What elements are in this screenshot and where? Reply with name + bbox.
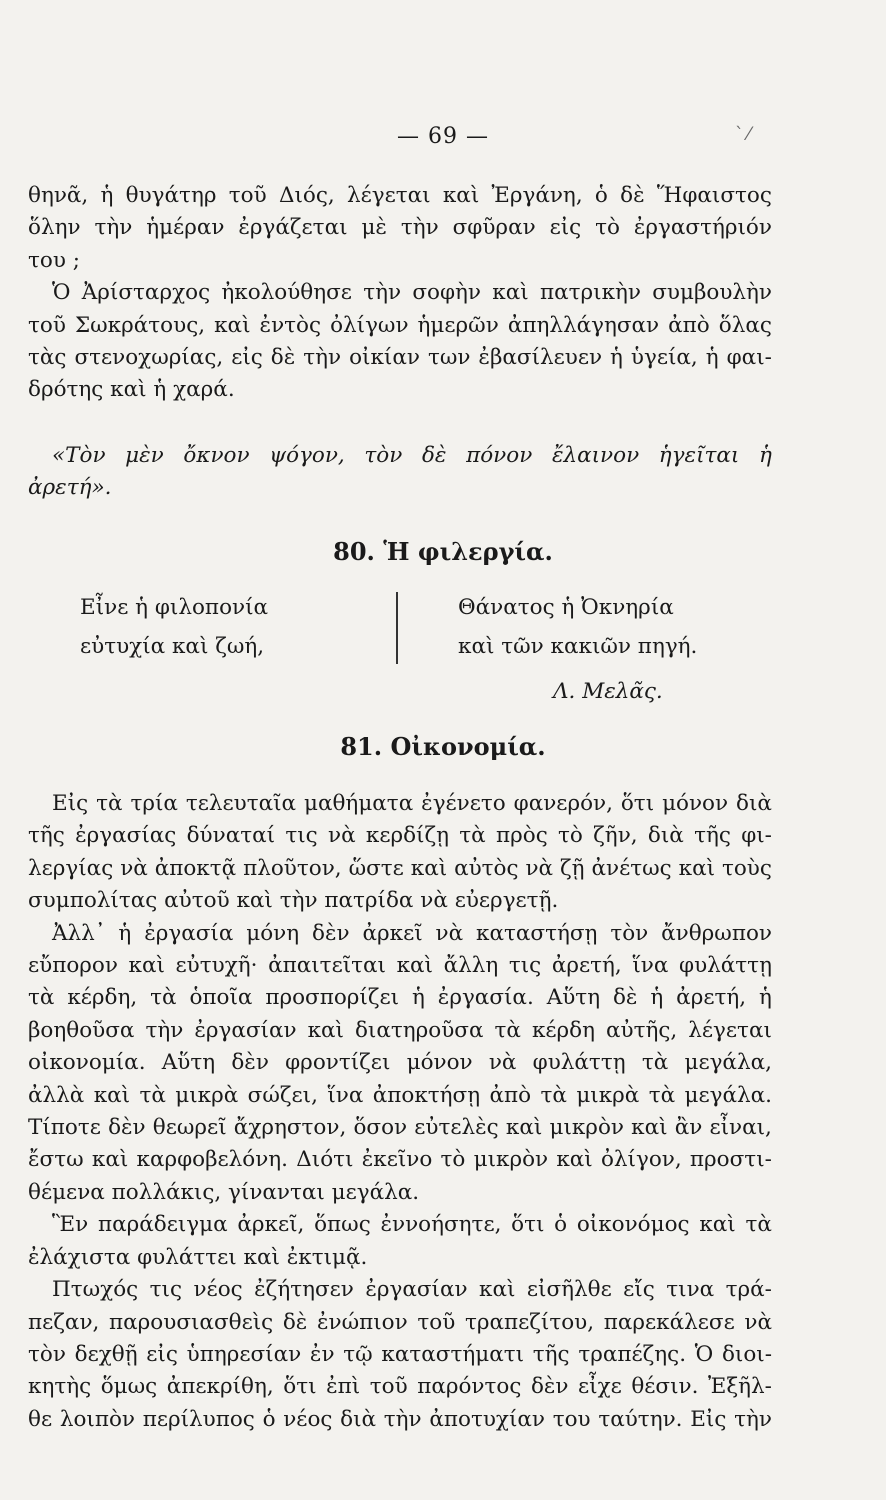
poem-divider [396, 592, 398, 664]
text-line: εὔπορον καὶ εὐτυχῆ· ἀπαιτεῖται καὶ ἄλλη τις ἀρετή, ἵνα φυλάττῃ [28, 953, 772, 979]
body-text-block [28, 788, 772, 1436]
poem-left-line: Εἶνε ἡ φιλοπονία [80, 595, 269, 620]
text-line: Ὁ Ἀρίσταρχος ἠκολούθησε τὴν σοφὴν καὶ πατρικὴν συμβουλὴν [52, 280, 772, 306]
text-line: τὰς στενοχωρίας, εἰς δὲ τὴν οἰκίαν των ἐβασίλευεν ἡ ὑγεία, ἡ φαι- [28, 345, 772, 371]
text-line: δρότης καὶ ἡ χαρά. [28, 377, 235, 403]
quote-line: «Τὸν μὲν ὄκνον ψόγον, τὸν δὲ πόνον ἔλαινον ἡγεῖται ἡ [52, 443, 772, 468]
text-line: Πτωχός τις νέος ἐζήτησεν ἐργασίαν καὶ εἰσῆλθε εἴς τινα τρά- [52, 1277, 772, 1303]
text-line: Ἓν παράδειγμα ἀρκεῖ, ὅπως ἐννοήσητε, ὅτι ὁ οἰκονόμος καὶ τὰ [52, 1212, 772, 1238]
poem-right-line: καὶ τῶν κακιῶν πηγή. [458, 634, 698, 659]
text-line: Τίποτε δὲν θεωρεῖ ἄχρηστον, ὅσον εὐτελὲς καὶ μικρὸν καὶ ἂν εἶναι, [28, 1115, 772, 1141]
text-line: ἔστω καὶ καρφοβελόνη. Διότι ἐκεῖνο τὸ μικρὸν καὶ ὀλίγον, προστι- [28, 1147, 772, 1173]
page-number: — 69 — [397, 124, 489, 149]
text-line: ἀλλὰ καὶ τὰ μικρὰ σώζει, ἵνα ἀποκτήσῃ ἀπὸ τὰ μικρὰ τὰ μεγάλα. [28, 1082, 772, 1108]
text-line: ἐλάχιστα φυλάττει καὶ ἐκτιμᾷ. [28, 1244, 368, 1270]
poem-author: Λ. Μελᾶς. [553, 679, 663, 704]
text-line: βοηθοῦσα τὴν ἐργασίαν καὶ διατηροῦσα τὰ κέρδη αὐτῆς, λέγεται [28, 1017, 772, 1043]
corner-mark: ՝ ⁄ [735, 124, 751, 145]
text-line: τὰ κέρδη, τὰ ὁποῖα προσπορίζει ἡ ἐργασία. Αὕτη δὲ ἡ ἀρετή, ἡ [28, 985, 772, 1011]
section-81-title: 81. Οἰκονομία. [340, 732, 546, 761]
text-line: του ; [28, 247, 80, 273]
poem-right-line: Θάνατος ἡ Ὀκνηρία [458, 595, 674, 620]
poem-left-line: εὐτυχία καὶ ζωή, [80, 634, 265, 659]
text-line: θε λοιπὸν περίλυπος ὁ νέος διὰ τὴν ἀποτυχίαν του ταύτην. Εἰς τὴν [28, 1406, 772, 1432]
text-line: θηνᾶ, ἡ θυγάτηρ τοῦ Διός, λέγεται καὶ Ἐργάνη, ὁ δὲ Ἥφαιστος [28, 183, 772, 208]
quote-line: ἀρετή». [28, 475, 112, 501]
text-line: συμπολίτας αὐτοῦ καὶ τὴν πατρίδα νὰ εὐεργετῇ. [28, 888, 559, 914]
text-line: κητὴς ὅμως ἀπεκρίθη, ὅτι ἐπὶ τοῦ παρόντος δὲν εἶχε θέσιν. Ἐξῆλ- [28, 1374, 772, 1400]
text-line: τοῦ Σωκράτους, καὶ ἐντὸς ὀλίγων ἡμερῶν ἀπηλλάγησαν ἀπὸ ὅλας [28, 312, 772, 338]
text-line: Ἀλλ᾽ ἡ ἐργασία μόνη δὲν ἀρκεῖ νὰ καταστήσῃ τὸν ἄνθρωπον [52, 920, 772, 946]
text-line: λεργίας νὰ ἀποκτᾷ πλοῦτον, ὥστε καὶ αὐτὸς νὰ ζῇ ἀνέτως καὶ τοὺς [28, 855, 772, 881]
section-80-title: 80. Ἡ φιλεργία. [333, 537, 553, 566]
text-line: πεζαν, παρουσιασθεὶς δὲ ἐνώπιον τοῦ τραπεζίτου, παρεκάλεσε νὰ [28, 1309, 772, 1335]
text-line: οἰκονομία. Αὕτη δὲν φροντίζει μόνον νὰ φυλάττῃ τὰ μεγάλα, [28, 1050, 772, 1076]
text-line: τῆς ἐργασίας δύναταί τις νὰ κερδίζῃ τὰ πρὸς τὸ ζῆν, διὰ τῆς φι- [28, 823, 772, 849]
top-text-block [28, 180, 772, 407]
text-line: θέμενα πολλάκις, γίνανται μεγάλα. [28, 1179, 420, 1205]
text-line: Εἰς τὰ τρία τελευταῖα μαθήματα ἐγένετο φανερόν, ὅτι μόνον διὰ [52, 791, 772, 816]
text-line: ὅλην τὴν ἡμέραν ἐργάζεται μὲ τὴν σφῦραν εἰς τὸ ἐργαστήριόν [28, 215, 772, 241]
quote-block [28, 440, 772, 505]
text-line: τὸν δεχθῇ εἰς ὑπηρεσίαν ἐν τῷ καταστήματι τῆς τραπέζης. Ὁ διοι- [28, 1341, 772, 1367]
